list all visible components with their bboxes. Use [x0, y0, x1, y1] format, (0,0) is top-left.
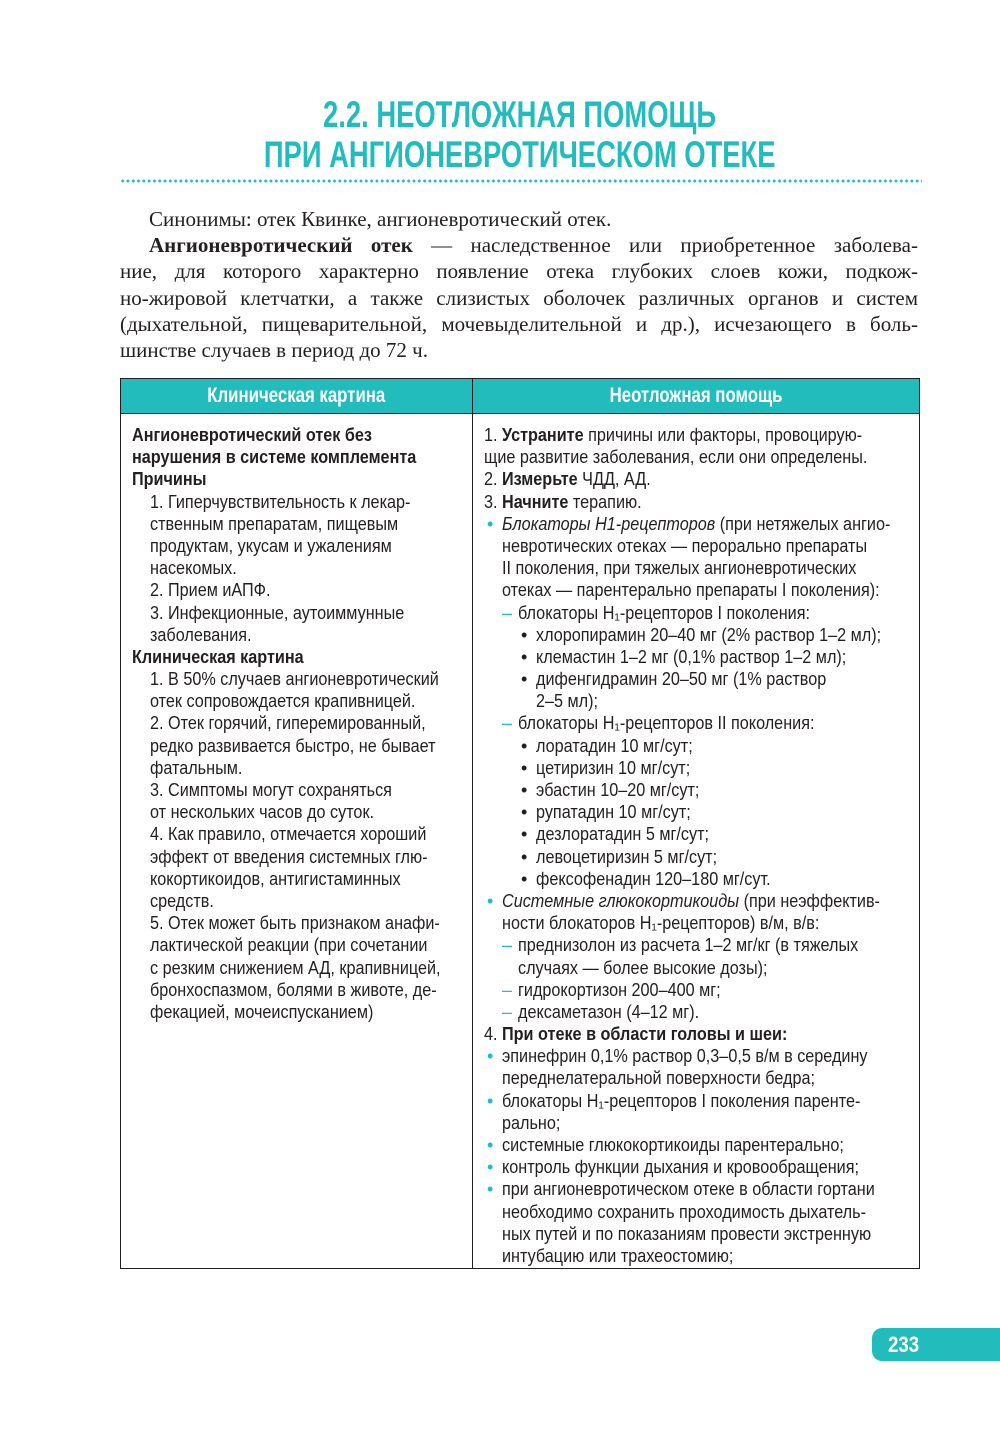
text: (при нетяжелых ангио-: [715, 513, 891, 534]
line-content: [536, 779, 699, 801]
line-content: [536, 801, 691, 823]
table-line: [473, 1067, 919, 1089]
text: продуктам, укусам и ужалениям: [150, 535, 392, 556]
text: левоцетиризин 5 мг/сут;: [536, 846, 718, 867]
line-content: [536, 757, 690, 779]
text: 4.: [484, 1024, 503, 1045]
text: 2. Отек горячий, гиперемированный,: [150, 713, 426, 734]
table-line: [473, 579, 919, 601]
text: блокаторы Н₁-рецепторов II поколения:: [518, 713, 815, 734]
table-line: [473, 446, 919, 468]
clinical-picture-cell: [121, 414, 473, 1269]
table-line: [473, 424, 919, 446]
text: отеках — парентерально препараты I поколения):: [502, 580, 880, 601]
line-content: [150, 868, 401, 890]
text: ЧДД, АД.: [577, 469, 651, 490]
line-content: [518, 602, 810, 624]
table-line: [121, 602, 472, 624]
line-content: [484, 1023, 787, 1045]
line-content: [150, 535, 392, 557]
table-line: [473, 1134, 919, 1156]
text: фатальным.: [150, 757, 243, 778]
table-line: [121, 757, 472, 779]
text: 1.: [484, 425, 503, 445]
line-content: [150, 491, 410, 513]
text: интубацию или трахеостомию;: [502, 1245, 734, 1266]
table-line: [473, 934, 919, 956]
text: 2–5 мл);: [536, 691, 599, 712]
text: рально;: [502, 1112, 561, 1133]
text: эпинефрин 0,1% раствор 0,3–0,5 в/м в середину: [502, 1046, 868, 1067]
text: контроль функции дыхания и кровообращения;: [502, 1157, 859, 1178]
text: хлоропирамин 20–40 мг (2% раствор 1–2 мл);: [536, 624, 882, 645]
text: ственным препаратам, пищевым: [150, 513, 399, 534]
text: необходимо сохранить проходимость дыхатель-: [502, 1201, 866, 1222]
line-content: [502, 1178, 875, 1200]
table-line: [121, 868, 472, 890]
line-content: [484, 424, 862, 446]
text: причины или факторы, провоцирую-: [583, 425, 863, 445]
text: фексофенадин 120–180 мг/сут.: [536, 868, 771, 889]
line-content: [150, 957, 441, 979]
line-content: [150, 934, 427, 956]
table-line: [121, 491, 472, 513]
bullet-icon: •: [487, 890, 494, 911]
table-line: [121, 712, 472, 734]
text: преднизолон из расчета 1–2 мг/кг (в тяжелых: [518, 935, 859, 956]
text: ности блокаторов Н₁-рецепторов) в/м, в/в:: [502, 913, 820, 934]
line-content: [536, 868, 771, 890]
line-content: [502, 1201, 866, 1223]
bold-text: Клиническая картина: [132, 646, 304, 667]
table-line: [473, 823, 919, 845]
bullet-icon: •: [521, 780, 528, 800]
definition-line: [120, 232, 918, 258]
table-line: [473, 1045, 919, 1067]
line-content: [150, 602, 404, 624]
line-content: [536, 735, 693, 757]
text: 5. Отек может быть признаком анафи-: [150, 913, 440, 934]
header-clinical-picture: Клиническая картина: [121, 379, 473, 414]
text: 2.: [484, 469, 503, 490]
dash-marker-icon: –: [502, 713, 513, 734]
line-content: [150, 624, 252, 646]
line-content: [502, 912, 819, 934]
dash-marker-icon: –: [502, 979, 513, 1000]
text: дифенгидрамин 20–50 мг (1% раствор: [536, 669, 827, 690]
table-line: [473, 535, 919, 557]
bullet-icon: •: [487, 1046, 494, 1067]
bullet-icon: •: [487, 1135, 494, 1155]
text: переднелатеральной поверхности бедра;: [502, 1068, 815, 1089]
table-line: [121, 535, 472, 557]
table-line: [473, 468, 919, 490]
table-line: [473, 1156, 919, 1178]
table-line: [473, 557, 919, 579]
table-line: [121, 468, 472, 490]
line-content: [484, 468, 651, 490]
emergency-care-cell: [473, 414, 920, 1269]
table-line: [121, 979, 472, 1001]
text: насекомых.: [150, 558, 237, 579]
text: дезлоратадин 5 мг/сут;: [536, 824, 710, 845]
line-content: [150, 979, 437, 1001]
bullet-icon: •: [521, 824, 528, 845]
line-content: [150, 690, 415, 712]
line-content: [150, 712, 426, 734]
text: 2. Прием иАПФ.: [150, 580, 271, 601]
text: терапию.: [568, 491, 642, 512]
table-line: [121, 735, 472, 757]
table-line: [473, 868, 919, 890]
table-line: [473, 1112, 919, 1134]
table-line: [121, 934, 472, 956]
text: редко развивается быстро, не бывает: [150, 735, 436, 756]
line-content: [132, 646, 304, 668]
line-content: [150, 890, 214, 912]
line-content: [484, 446, 867, 468]
table-line: [121, 690, 472, 712]
text: лоратадин 10 мг/сут;: [536, 735, 693, 756]
header-emergency-care: Неотложная помощь: [473, 379, 920, 414]
section-title-line-1: 2.2. НЕОТЛОЖНАЯ ПОМОЩЬ: [323, 94, 717, 135]
text: кокортикоидов, антигистаминных: [150, 868, 401, 889]
table-line: [121, 646, 472, 668]
text: блокаторы Н₁-рецепторов I поколения:: [518, 602, 810, 623]
line-content: [502, 1067, 815, 1089]
text: 4. Как правило, отмечается хороший: [150, 824, 427, 845]
table-line: [473, 757, 919, 779]
table-line: [473, 1223, 919, 1245]
line-content: [150, 579, 271, 601]
text: отек сопровождается крапивницей.: [150, 691, 416, 712]
table-line: [473, 1023, 919, 1045]
line-content: [502, 890, 880, 912]
italic-text: Системные глюкокортикоиды: [502, 890, 740, 911]
table-line: [473, 491, 919, 513]
text: ных путей и по показаниям провести экстренную: [502, 1223, 872, 1244]
definition-text: — наследственное или приобретенное заболева-: [412, 233, 918, 258]
text: заболевания.: [150, 624, 252, 645]
bold-text: Ангионевротический отек без: [132, 425, 372, 445]
text: с резким снижением АД, крапивницей,: [150, 957, 441, 978]
table-line: [473, 602, 919, 624]
table-line: [121, 890, 472, 912]
text: щие развитие заболевания, если они определены.: [484, 447, 868, 468]
text: (при неэффектив-: [739, 890, 880, 911]
line-content: [484, 491, 642, 513]
text: эффект от введения системных глю-: [150, 846, 428, 867]
bold-text: Устраните: [502, 425, 584, 445]
line-content: [132, 446, 416, 468]
table-line: [121, 579, 472, 601]
intro-text: [120, 206, 918, 363]
text: случаях — более высокие дозы);: [518, 957, 768, 978]
line-content: [502, 1223, 871, 1245]
text: 3.: [484, 491, 503, 512]
line-content: [150, 801, 374, 823]
line-content: [502, 1112, 560, 1134]
line-content: [502, 535, 867, 557]
line-content: [132, 424, 372, 446]
table-line: [473, 1001, 919, 1023]
table-line: [121, 957, 472, 979]
line-content: [518, 1001, 699, 1023]
bullet-icon: •: [521, 802, 528, 823]
line-content: [536, 646, 846, 668]
bold-text: При отеке в области головы и шеи:: [502, 1024, 788, 1045]
bold-text: Измерьте: [502, 469, 578, 490]
table-line: [121, 668, 472, 690]
line-content: [502, 1090, 860, 1112]
section-title-line-2: ПРИ АНГИОНЕВРОТИЧЕСКОМ ОТЕКЕ: [264, 134, 776, 175]
table-line: [473, 801, 919, 823]
table-line: [473, 712, 919, 734]
line-content: [502, 557, 856, 579]
line-content: [150, 846, 427, 868]
table-line: [121, 801, 472, 823]
line-content: [150, 668, 439, 690]
bullet-icon: •: [521, 757, 528, 778]
bullet-icon: •: [487, 1090, 494, 1111]
bullet-icon: •: [521, 868, 528, 889]
text: невротических отеках — перорально препараты: [502, 535, 868, 556]
line-content: [150, 823, 426, 845]
line-content: [502, 1156, 859, 1178]
definition-line: ние, для которого характерно появление отека глубоких слоев кожи, подкож-: [120, 259, 918, 284]
bold-text: нарушения в системе комплемента: [132, 447, 417, 468]
bullet-icon: •: [487, 513, 494, 534]
definition-line: шинстве случаев в период до 72 ч.: [120, 337, 428, 362]
text: дексаметазон (4–12 мг).: [518, 1001, 700, 1022]
text: эбастин 10–20 мг/сут;: [536, 780, 700, 800]
line-content: [518, 957, 768, 979]
table-line: [121, 1001, 472, 1023]
bullet-icon: •: [487, 1179, 494, 1200]
line-content: [536, 846, 717, 868]
table-line: [473, 1090, 919, 1112]
line-content: [150, 779, 392, 801]
text: средств.: [150, 890, 214, 911]
text: бронхоспазмом, болями в животе, де-: [150, 979, 437, 1000]
table-line: [121, 513, 472, 535]
table-line: [473, 957, 919, 979]
bullet-icon: •: [521, 735, 528, 756]
line-content: [502, 513, 890, 535]
table-line: [121, 624, 472, 646]
table-line: [473, 1178, 919, 1200]
table-line: [473, 890, 919, 912]
bold-text: Причины: [132, 469, 207, 490]
line-content: [502, 1045, 868, 1067]
table-line: [473, 779, 919, 801]
text: блокаторы Н₁-рецепторов I поколения паренте-: [502, 1090, 861, 1111]
bullet-icon: •: [521, 846, 528, 867]
line-content: [150, 912, 440, 934]
table-line: [473, 1245, 919, 1267]
table-line: [121, 846, 472, 868]
page-number: 233: [872, 1328, 1000, 1361]
text: гидрокортизон 200–400 мг;: [518, 979, 721, 1000]
line-content: [536, 624, 881, 646]
table-line: [473, 690, 919, 712]
italic-text: Блокаторы Н1-рецепторов: [502, 513, 716, 534]
line-content: [502, 1245, 733, 1267]
table-line: [121, 446, 472, 468]
text: 1. Гиперчувствительность к лекар-: [150, 491, 411, 512]
text: цетиризин 10 мг/сут;: [536, 757, 691, 778]
line-content: [518, 712, 814, 734]
text: 3. Инфекционные, аутоиммунные: [150, 602, 405, 623]
table-line: [121, 424, 472, 446]
line-content: [502, 579, 880, 601]
dotted-divider: [120, 179, 922, 183]
bullet-icon: •: [521, 624, 528, 645]
table-line: [473, 979, 919, 1001]
text: при ангионевротическом отеке в области гортани: [502, 1179, 875, 1200]
text: фекацией, мочеиспусканием): [150, 1001, 374, 1022]
text: 3. Симптомы могут сохраняться: [150, 780, 392, 800]
dash-marker-icon: –: [502, 602, 513, 623]
text: рупатадин 10 мг/сут;: [536, 802, 691, 823]
text: 1. В 50% случаев ангионевротический: [150, 669, 439, 690]
table-line: [121, 823, 472, 845]
line-content: [518, 934, 858, 956]
dash-marker-icon: –: [502, 935, 513, 956]
bullet-icon: •: [487, 1157, 494, 1178]
table-line: [473, 846, 919, 868]
line-content: [150, 557, 237, 579]
line-content: [150, 1001, 373, 1023]
line-content: [518, 979, 721, 1001]
table-line: [473, 912, 919, 934]
text: системные глюкокортикоиды парентерально;: [502, 1135, 844, 1155]
table-line: [473, 513, 919, 535]
table-line: [473, 624, 919, 646]
text: лактической реакции (при сочетании: [150, 935, 428, 956]
table-line: [473, 668, 919, 690]
line-content: [502, 1134, 844, 1156]
definition-line: но-жировой клетчатки, а также слизистых оболочек различных органов и систем: [120, 285, 918, 310]
line-content: [536, 690, 598, 712]
table-line: [473, 1201, 919, 1223]
table-line: [121, 557, 472, 579]
definition-line: (дыхательной, пищеварительной, мочевыделительной и др.), исчезающего в боль-: [120, 311, 918, 336]
table-line: [121, 912, 472, 934]
emergency-care-table: [120, 378, 920, 1269]
table-line: [473, 735, 919, 757]
table-line: [121, 779, 472, 801]
line-content: [536, 668, 826, 690]
synonyms-line: Синонимы: отек Квинке, ангионевротический отек.: [149, 207, 612, 231]
bold-text: Начните: [502, 491, 569, 512]
text: II поколения, при тяжелых ангионевротических: [502, 558, 857, 579]
bullet-icon: •: [521, 669, 528, 690]
term: Ангионевротический отек: [149, 233, 413, 258]
bullet-icon: •: [521, 646, 528, 667]
line-content: [150, 513, 398, 535]
table-line: [473, 646, 919, 668]
text: от нескольких часов до суток.: [150, 802, 375, 823]
line-content: [132, 468, 206, 490]
dash-marker-icon: –: [502, 1001, 513, 1022]
line-content: [150, 757, 242, 779]
line-content: [536, 823, 709, 845]
text: клемастин 1–2 мг (0,1% раствор 1–2 мл);: [536, 646, 847, 667]
line-content: [150, 735, 436, 757]
